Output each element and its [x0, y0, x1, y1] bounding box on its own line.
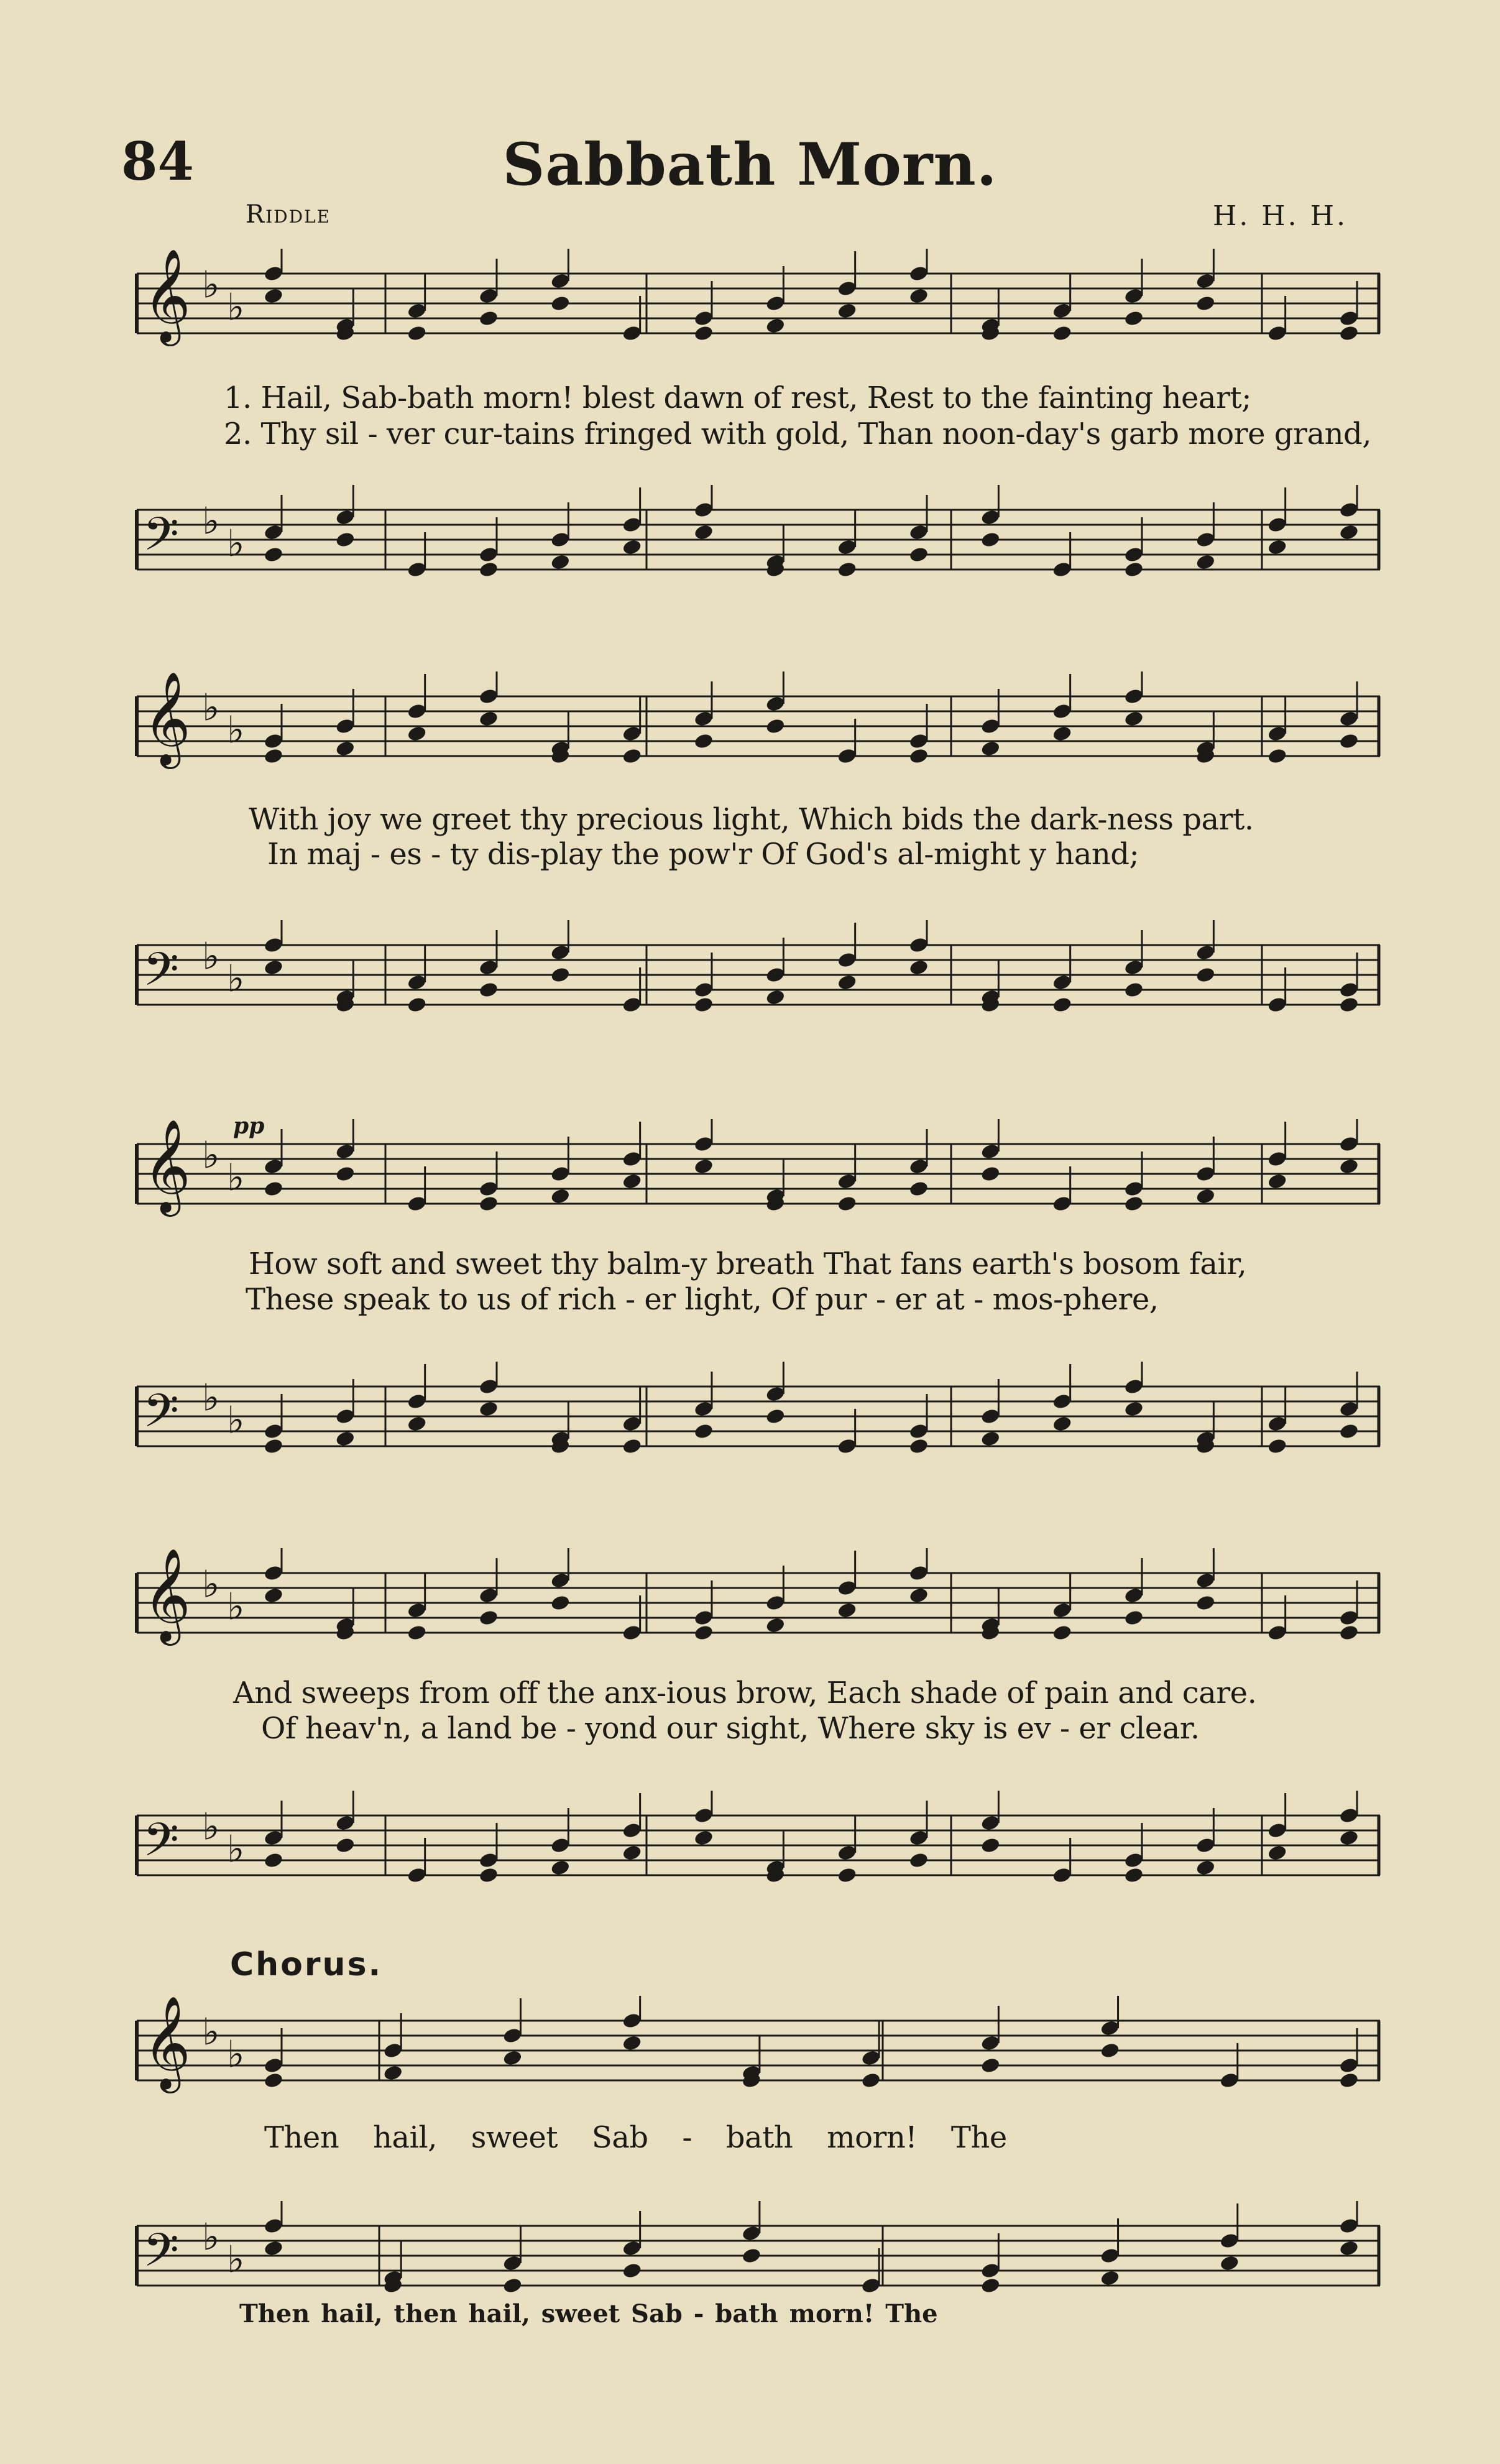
svg-text:♭: ♭ — [227, 1827, 245, 1871]
system-2-bass — [124, 920, 1386, 1045]
treble-staff-3 — [124, 1119, 1386, 1244]
lyric-line: In maj - es - ty dis-play the pow'r Of God's al-might y hand; — [267, 837, 1139, 872]
svg-text:♭: ♭ — [227, 1156, 245, 1200]
svg-text:𝄞: 𝄞 — [143, 249, 191, 343]
lyric-line: And sweeps from off the anx-ious brow, Each shade of pain and care. — [233, 1676, 1257, 1710]
svg-text:♭: ♭ — [202, 1562, 220, 1607]
page-number: 84 — [121, 131, 194, 192]
page-title: Sabbath Morn. — [502, 131, 998, 199]
system-1-bass — [124, 485, 1386, 609]
svg-text:♭: ♭ — [227, 285, 245, 330]
svg-text:𝄢: 𝄢 — [143, 1384, 179, 1450]
lyric-line: These speak to us of rich - er light, Of pur - er at - mos-phere, — [246, 1282, 1159, 1317]
author-credit: H. H. H. — [1212, 200, 1348, 232]
system-3-bass — [124, 1362, 1386, 1486]
system-3-treble — [124, 1119, 1386, 1244]
svg-text:𝄞: 𝄞 — [143, 1548, 191, 1642]
svg-text:𝄞: 𝄞 — [143, 1119, 191, 1213]
svg-text:♭: ♭ — [202, 686, 220, 730]
chorus-treble-lyric: Then hail, sweet Sab - bath morn! The — [264, 2120, 1007, 2155]
bass-staff-4 — [124, 1791, 1386, 1915]
svg-text:♭: ♭ — [202, 2215, 220, 2259]
system-4-bass — [124, 1791, 1386, 1915]
bass-staff-2 — [124, 920, 1386, 1045]
svg-text:♭: ♭ — [227, 1585, 245, 1629]
chorus-bass-lyric: Then hail, then hail, sweet Sab - bath morn! The — [239, 2299, 938, 2328]
lyric-line: Of heav'n, a land be - yond our sight, Where sky is ev - er clear. — [261, 1711, 1200, 1746]
lyric-line: With joy we greet thy precious light, Which bids the dark-ness part. — [249, 802, 1254, 837]
svg-text:𝄢: 𝄢 — [143, 507, 179, 573]
svg-text:♭: ♭ — [202, 934, 220, 979]
svg-text:♭: ♭ — [227, 1398, 245, 1442]
lyric-line: 2. Thy sil - ver cur-tains fringed with gold, Than noon-day's garb more grand, — [224, 417, 1371, 451]
svg-text:♭: ♭ — [227, 2033, 245, 2077]
svg-text:♭: ♭ — [227, 2238, 245, 2282]
system-1-treble — [124, 249, 1386, 373]
system-5-treble — [124, 1996, 1386, 2120]
svg-text:𝄢: 𝄢 — [143, 1813, 179, 1879]
svg-text:𝄞: 𝄞 — [143, 1996, 191, 2090]
svg-text:♭: ♭ — [202, 263, 220, 307]
svg-text:♭: ♭ — [227, 708, 245, 752]
svg-text:♭: ♭ — [202, 499, 220, 543]
svg-text:♭: ♭ — [202, 2010, 220, 2054]
treble-staff-2 — [124, 671, 1386, 796]
svg-text:♭: ♭ — [227, 957, 245, 1001]
svg-text:𝄢: 𝄢 — [143, 943, 179, 1008]
bass-staff-3 — [124, 1362, 1386, 1486]
system-4-treble — [124, 1548, 1386, 1673]
treble-staff-4 — [124, 1548, 1386, 1673]
dynamic-marking: pp — [233, 1113, 265, 1139]
svg-text:♭: ♭ — [202, 1805, 220, 1849]
lyric-line: How soft and sweet thy balm-y breath That fans earth's bosom fair, — [249, 1247, 1247, 1281]
svg-text:♭: ♭ — [202, 1376, 220, 1420]
svg-text:♭: ♭ — [202, 1133, 220, 1178]
treble-staff-1 — [124, 249, 1386, 373]
composer-credit: Riddle — [246, 200, 331, 229]
bass-staff-1 — [124, 485, 1386, 609]
lyric-line: 1. Hail, Sab-bath morn! blest dawn of rest, Rest to the fainting heart; — [224, 381, 1251, 415]
svg-text:𝄞: 𝄞 — [143, 671, 191, 765]
chorus-label: Chorus. — [230, 1946, 383, 1983]
svg-text:𝄢: 𝄢 — [143, 2223, 179, 2289]
svg-text:♭: ♭ — [227, 522, 245, 566]
treble-staff-5 — [124, 1996, 1386, 2120]
system-2-treble — [124, 671, 1386, 796]
